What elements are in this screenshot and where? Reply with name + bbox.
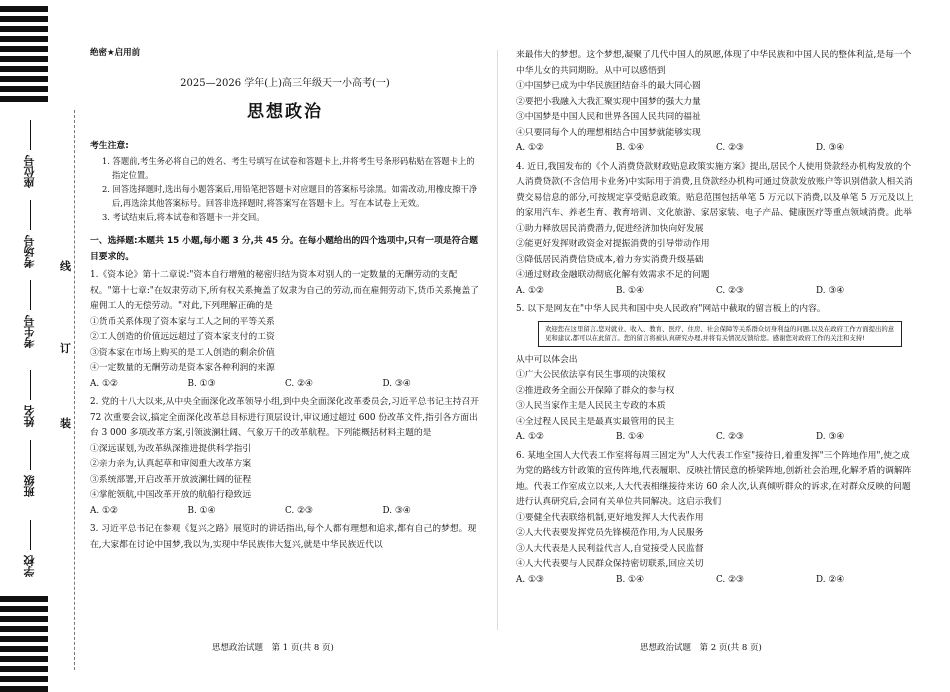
question-stem: 5. 以下是网友在"中华人民共和国中央人民政府"网站中截取的留言板上的内容。	[516, 304, 826, 314]
question-3-cont	[516, 48, 916, 157]
school-line	[30, 520, 31, 550]
stripe	[0, 76, 48, 82]
page-divider	[497, 50, 498, 630]
option-c: C. ②④	[285, 378, 313, 389]
question-stem: 2. 党的十八大以来,从中央全面深化改革领导小组,到中央全面深化改革委员会,习近平总书记主持召开 72 次重要会议,搞定全面深化改革总目标进行顶层设计,审议通过超过 600 份改革文件,指引各方面出台 3 000 多项改革方案,引领波澜壮阔、气象万千的改革航程。下列能概括材料主题的是	[90, 397, 480, 438]
statement: ③降低居民消费信贷成本,着力夯实消费升级基础	[516, 254, 704, 265]
stripe	[0, 66, 48, 72]
question-stem: 来最伟大的梦想。这个梦想,凝聚了几代中国人的夙愿,体现了中华民族和中国人民的整体利益,是每一个中华儿女的共同期盼。从中可以感悟到	[516, 50, 912, 76]
stripe	[0, 616, 48, 622]
question-1	[90, 268, 480, 392]
subject-title: 思想政治	[247, 102, 323, 122]
option-c: C. ②③	[716, 432, 744, 442]
stripe	[0, 16, 48, 22]
statement: ④只要同每个人的理想相结合中国梦就能够实现	[516, 127, 701, 138]
options	[516, 573, 916, 589]
stripe	[0, 36, 48, 42]
option-a: A. ①③	[516, 574, 544, 585]
statement: ①要健全代表联络机制,更好地发挥人大代表作用	[516, 512, 704, 523]
message-board-excerpt: 欢迎您在这里留言,您对就业、收入、教育、医疗、住房、社会保障等关系群众切身利益的问题,以及在政府工作方面提出的意见和建议,都可以在此留言。您的留言将被认真研究办理,并将有关情况反馈给您。感谢您对政府工作的关注和支持!	[538, 321, 902, 347]
school-label: 学校	[23, 555, 36, 577]
statement: ④一定数量的无酬劳动是资本家各种利润的来源	[90, 363, 275, 373]
stripe	[0, 56, 48, 62]
room-line	[30, 200, 31, 230]
name-line	[30, 370, 31, 400]
option-d: D. ③④	[382, 505, 411, 516]
notice-item: 2. 回答选择题时,选出每小题答案后,用铅笔把答题卡对应题目的答案标号涂黑。如需改动,用橡皮擦干净后,再选涂其他答案标号。回答非选择题时,将答案写在答题卡上。写在本试卷上无效。	[102, 184, 478, 208]
stripe	[0, 626, 48, 632]
statement: ④全过程人民民主是最真实最管用的民主	[516, 416, 675, 427]
option-c: C. ②③	[285, 505, 313, 516]
right-page	[516, 48, 916, 588]
room-label: 考场号	[23, 235, 36, 268]
option-a: A. ①②	[90, 505, 118, 516]
statement: ③系统部署,开启改革开放波澜壮阔的征程	[90, 474, 252, 485]
options	[516, 284, 916, 300]
cut-line	[74, 110, 75, 670]
footer-right: 思想政治试题 第 2 页(共 8 页)	[640, 643, 762, 653]
class-label: 班级	[23, 475, 36, 497]
statement: ②工人创造的价值远远超过了资本家支付的工资	[90, 332, 275, 342]
stripe	[0, 46, 48, 52]
stripe	[0, 606, 48, 612]
statement: ①货币关系体现了资本家与工人之间的平等关系	[90, 316, 275, 327]
seat-label: 座位号	[23, 155, 36, 188]
statement: ②能更好发挥财政资金对提振消费的引导带动作用	[516, 239, 710, 249]
name-label: 姓名	[23, 405, 36, 427]
option-c: C. ②③	[716, 285, 744, 296]
option-b: B. ①④	[616, 574, 644, 585]
option-d: D. ③④	[816, 285, 845, 296]
statement: ④人大代表要与人民群众保持密切联系,回应关切	[516, 559, 704, 569]
seat-line	[30, 120, 31, 150]
stripe	[0, 636, 48, 642]
notice-item: 1. 答题前,考生务必将自己的姓名、考生号填写在试卷和答题卡上,并将考生号条形码粘贴在答题卡上的指定位置。	[102, 156, 475, 180]
options	[90, 377, 480, 393]
statement: ②要把小我融入大我汇聚实现中国梦的强大力量	[516, 96, 701, 107]
stripe	[0, 676, 48, 682]
statement: 从中可以体会出	[516, 354, 578, 365]
stripe	[0, 656, 48, 662]
secret-mark: 绝密★启用前	[90, 48, 141, 58]
question-3	[90, 522, 480, 553]
stripe	[0, 96, 48, 102]
option-b: B. ①④	[616, 285, 644, 296]
class-line	[30, 440, 31, 470]
exam-title: 2025—2026 学年(上)高三年级天一小高考(一)	[180, 77, 390, 89]
option-b: B. ①③	[187, 378, 216, 389]
statement: ②人大代表要发挥党员先锋模范作用,为人民服务	[516, 528, 704, 538]
exam-no-label: 考生号	[23, 315, 36, 348]
question-4	[516, 160, 916, 300]
statement: ①中国梦已成为中华民族团结奋斗的最大同心圆	[516, 81, 701, 91]
option-d: D. ③④	[382, 378, 411, 389]
question-5	[516, 302, 916, 446]
question-stem: 4. 近日,我国发布的《个人消费贷款财政贴息政策实施方案》提出,居民个人使用贷款经办机构发放的个人消费贷款(不含信用卡业务)中实际用于消费,且贷款经办机构可通过贷款发放账户等识别借款人相关消费交易信息的部分,可按规定享受贴息政策。贴息范围包括单笔 5 万元以下消费,以及单笔 5 万元及以上的家用汽车、养老生育、教育培训、文化旅游、家居家装、电子产品、健康医疗等重点领域消费。此举	[516, 161, 914, 218]
exam-no-line	[30, 280, 31, 310]
options	[516, 141, 916, 157]
question-2	[90, 395, 480, 519]
question-6	[516, 449, 916, 589]
option-a: A. ①②	[516, 432, 544, 442]
statement: ②亲力亲为,认真起草和审阅重大改革方案	[90, 459, 252, 469]
options	[516, 430, 916, 446]
statement: ①助力释放居民消费潜力,促进经济加快向好发展	[516, 223, 704, 234]
option-d: D. ③④	[816, 143, 845, 153]
option-b: B. ①④	[616, 432, 644, 442]
left-page	[90, 46, 480, 553]
option-d: D. ②④	[816, 574, 845, 585]
stripe	[0, 686, 48, 692]
statement: ③中国梦是中国人民和世界各国人民共同的福祉	[516, 112, 701, 122]
statement: ①深远谋划,为改革纵深推进提供科学指引	[90, 443, 252, 454]
option-c: C. ②③	[716, 143, 744, 153]
option-a: A. ①②	[516, 143, 544, 153]
xian-label: 线	[60, 260, 71, 273]
stripe	[0, 646, 48, 652]
stripe	[0, 6, 48, 12]
statement: ①广大公民依法享有民生事项的决策权	[516, 370, 666, 380]
section-heading: 一、选择题:本题共 15 小题,每小题 3 分,共 45 分。在每小题给出的四个选项中,只有一项是符合题目要求的。	[90, 236, 479, 262]
statement: ③人大代表是人民利益代言人,自觉接受人民监督	[516, 543, 704, 554]
option-a: A. ①②	[516, 285, 544, 296]
stripe	[0, 26, 48, 32]
stripe	[0, 666, 48, 672]
footer-left: 思想政治试题 第 1 页(共 8 页)	[212, 643, 334, 653]
question-stem: 6. 某地全国人大代表工作室将每周三固定为"人大代表工作室"接待日,着重发挥"三个阵地作用",使之成为党的路线方针政策的宣传阵地,代表履职、反映社情民意的桥梁阵地,创新社会治理,化解矛盾的调解阵地。代表工作室成立以来,人大代表相继接待来访 60 余人次,认真倾听群众的诉求,在对群众反映的问题进行认真研究后,会同有关单位共同解决。这启示我们	[516, 450, 912, 507]
question-stem: 3. 习近平总书记在参观《复兴之路》展览时的讲话指出,每个人都有理想和追求,都有自己的梦想。现在,大家都在讨论中国梦,我以为,实现中华民族伟大复兴,就是中华民族近代以	[90, 524, 477, 550]
option-d: D. ③④	[816, 432, 845, 442]
question-stem: 1.《资本论》第十二章说:"资本自行增殖的秘密归结为资本对别人的一定数量的无酬劳动的支配权。"第十七章:"在奴隶劳动下,所有权关系掩盖了奴隶为自己的劳动,而在雇佣劳动下,货币关系掩盖了雇佣工人的无偿劳动。"对此,下列理解正确的是	[90, 270, 479, 311]
notice-item: 3. 考试结束后,将本试卷和答题卡一并交回。	[102, 212, 265, 222]
option-b: B. ①④	[187, 505, 216, 516]
notice	[90, 139, 480, 225]
ding-label: 订	[60, 342, 71, 355]
statement: ③资本家在市场上购买的是工人创造的剩余价值	[90, 347, 275, 358]
statement: ③人民当家作主是人民民主专政的本质	[516, 401, 666, 411]
option-c: C. ②③	[716, 574, 744, 585]
notice-heading: 考生注意:	[90, 140, 129, 151]
zhuang-label: 装	[60, 417, 71, 430]
stripe	[0, 596, 48, 602]
option-b: B. ①④	[616, 143, 644, 153]
stripe	[0, 86, 48, 92]
statement: ④通过财政金融联动彻底化解有效需求不足的问题	[516, 270, 710, 280]
statement: ②推进政务全面公开保障了群众的参与权	[516, 385, 675, 396]
options	[90, 504, 480, 520]
option-a: A. ①②	[90, 378, 118, 389]
statement: ④掌舵领航,中国改革开放的航船行稳致远	[90, 490, 252, 500]
